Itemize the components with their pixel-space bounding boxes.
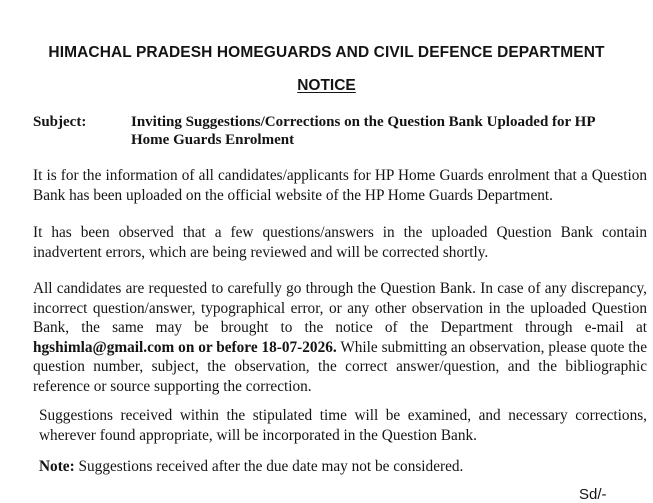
subject-text: Inviting Suggestions/Corrections on the Question Bank Uploaded for HP Home Guards Enrolment [131, 114, 595, 148]
request-text-end: While submitting an observation, please quote the question number, subject, the observation, the correct answer/question, and the bibliographic reference or source supporting the correction. [33, 338, 647, 395]
signature-mark: Sd/- [579, 486, 607, 503]
subject-label: Subject: [33, 114, 87, 130]
note-line [39, 457, 647, 477]
notice-title-wrap [0, 77, 653, 95]
deadline-date: on or before 18-07-2026. [178, 338, 337, 356]
request-text-start: All candidates are requested to carefully go through the Question Bank. In case of any discrepancy, incorrect question/answer, typographical error, or any other observation in the uploaded Question Bank, the same may be brought to the notice of the Department through e-mail at [33, 280, 647, 336]
notice-title: NOTICE [297, 77, 356, 94]
contact-email: hgshimla@gmail.com [33, 338, 175, 356]
paragraph-information: It is for the information of all candidates/applicants for HP Home Guards enrolment that a Question Bank has been uploaded on the official website of the HP Home Guards Department. [33, 167, 647, 204]
paragraph-request [33, 279, 647, 396]
department-heading: HIMACHAL PRADESH HOMEGUARDS AND CIVIL DEFENCE DEPARTMENT [48, 44, 605, 61]
note-text: Suggestions received after the due date may not be considered. [74, 458, 464, 475]
paragraph-examination: Suggestions received within the stipulated time will be examined, and necessary corrections, wherever found appropriate, will be incorporated in the Question Bank. [39, 407, 647, 444]
note-label: Note: [39, 458, 75, 475]
paragraph-errors: It has been observed that a few questions/answers in the uploaded Question Bank contain inadvertent errors, which are being reviewed and will be corrected shortly. [33, 224, 647, 261]
